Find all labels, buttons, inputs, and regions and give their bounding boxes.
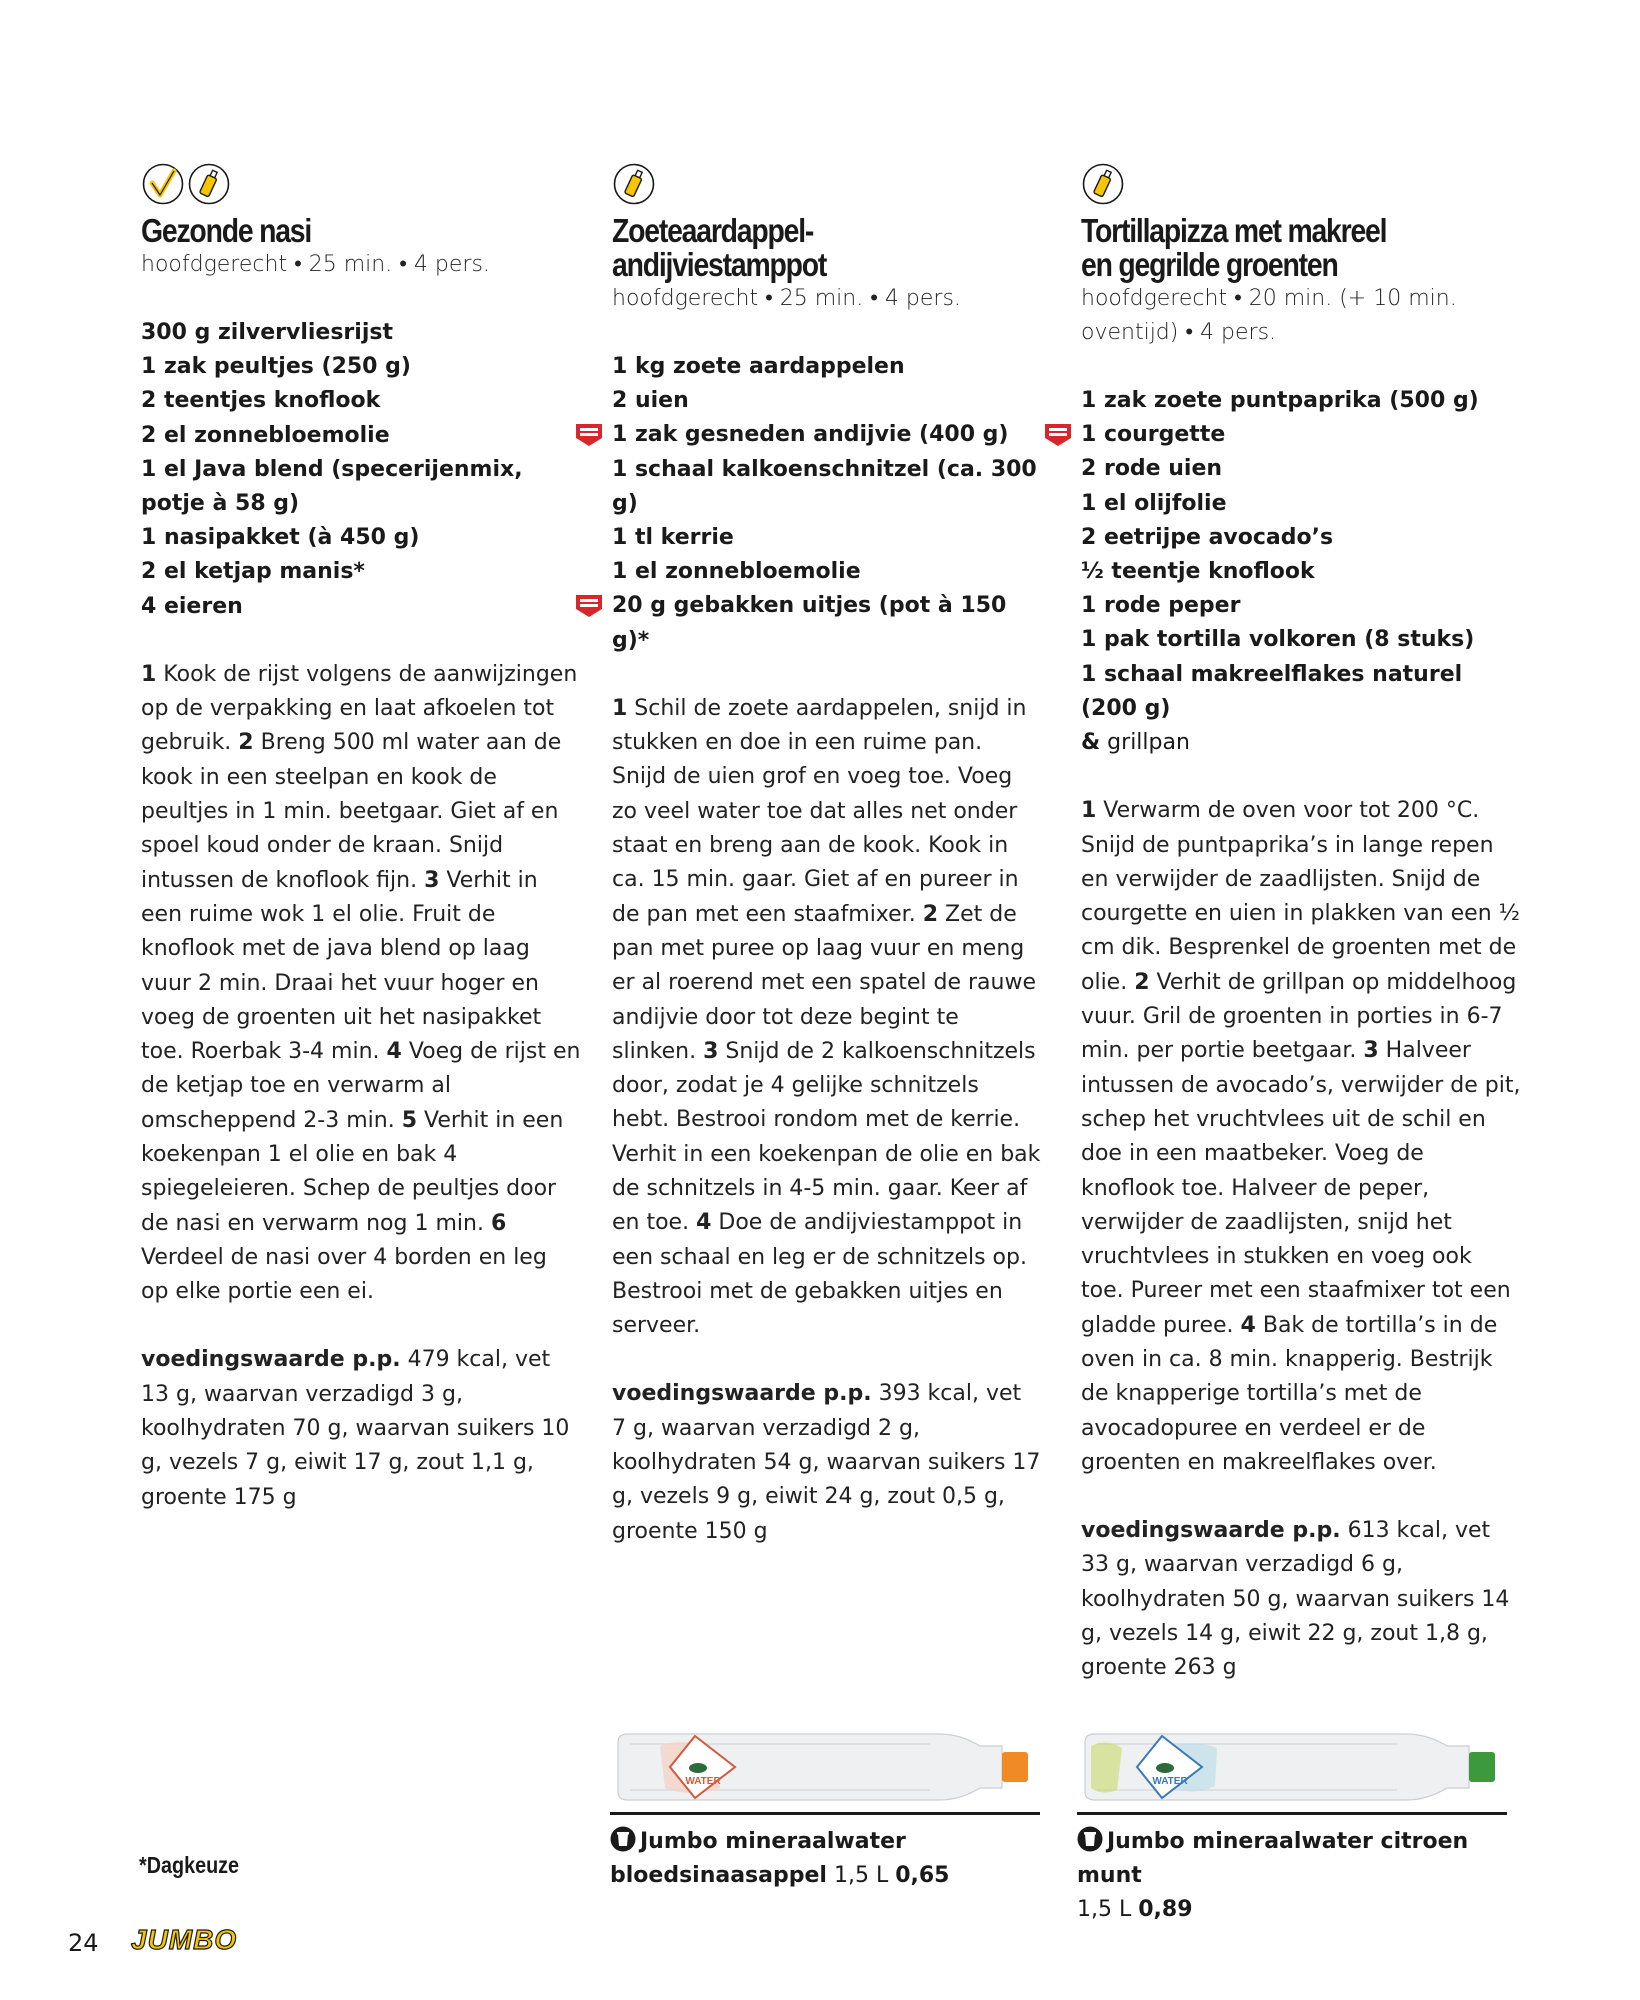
- step-text: Verhit in een ruime wok 1 el olie. Fruit de knoflook met de java blend op laag vuur 2 min. Draai het vuur hoger en voeg de groenten uit het nasipakket toe. Roerbak 3-4 min.: [141, 867, 542, 1065]
- bottle-icon: [187, 162, 231, 206]
- product-price: 0,65: [895, 1863, 950, 1888]
- recipe-tortillapizza: [1081, 158, 1521, 1686]
- dagkeuze-badge-icon: [574, 593, 604, 619]
- step-text: Bak de tortilla’s in de oven in ca. 8 min. knapperig. Bestrijk de knapperige tortilla’s met de avocadopuree en verdeel er de groenten en makreelflakes over.: [1081, 1312, 1498, 1475]
- product-size: 1,5 L: [1077, 1897, 1139, 1922]
- ingredient: [612, 418, 1042, 452]
- water-drop-icon: [610, 1826, 636, 1852]
- ingredient: 2 el zonnebloemolie: [141, 422, 390, 448]
- recipe-subtitle: hoofdgerecht • 25 min. • 4 pers.: [612, 286, 961, 311]
- dagkeuze-badge-icon: [574, 422, 604, 448]
- ingredient: 300 g zilvervliesrijst: [141, 320, 393, 345]
- product-citroen-munt: [1077, 1724, 1507, 1927]
- method-text: [612, 692, 1042, 1344]
- nutrition-info: [141, 1343, 581, 1514]
- ingredient: [1081, 418, 1521, 452]
- ingredient: 2 teentjes knoflook: [141, 388, 381, 414]
- nutrition-values: 479 kcal, vet 13 g, waarvan verzadigd 3 g, koolhydraten 70 g, waarvan suikers 10 g, vezels 7 g, eiwit 17 g, zout 1,1 g, groente 175 g: [141, 1347, 570, 1510]
- method-text: [1081, 794, 1521, 1480]
- recipe-title-line: Zoeteaardappel-: [612, 212, 814, 249]
- step-number: 1: [1081, 798, 1097, 824]
- step-text: Kook de rijst volgens de aanwijzingen op de verpakking en laat afkoelen tot gebruik.: [141, 661, 578, 756]
- ingredient: 1 pak tortilla volkoren (8 stuks): [1081, 627, 1475, 653]
- ingredient: 2 eetrijpe avocado’s: [1081, 524, 1334, 550]
- recipe-icons: [1081, 158, 1521, 210]
- ingredient-list: [612, 350, 1042, 658]
- step-text: Schil de zoete aardappelen, snijd in stukken en doe in een ruime pan. Snijd de uien grof en voeg toe. Voeg zo veel water toe dat alles net onder staat en breng aan de kook. Kook in ca. 15 min. gaar. Giet af en pureer in de pan met een staafmixer.: [612, 695, 1027, 927]
- water-bottle-image: [610, 1724, 1040, 1810]
- product-name-line1: Jumbo mineraalwater: [640, 1829, 906, 1854]
- step-number: 3: [1363, 1038, 1379, 1064]
- recipe-subtitle: hoofdgerecht • 20 min. (+ 10 min. oventijd) • 4 pers.: [1081, 286, 1457, 345]
- ingredient: 1 el Java blend (specerijenmix,: [141, 456, 523, 482]
- recipe-gezonde-nasi: [141, 158, 581, 1515]
- bottle-icon: [1081, 162, 1125, 206]
- step-text: Verdeel de nasi over 4 borden en leg op elke portie een ei.: [141, 1244, 547, 1305]
- recipe-title: [612, 214, 982, 282]
- recipe-title: Gezonde nasi: [141, 212, 312, 249]
- ingredient: [612, 589, 1042, 657]
- ingredient-list: [1081, 384, 1521, 760]
- ingredient: 2 rode uien: [1081, 456, 1223, 482]
- step-text: Doe de andijviestamppot in een schaal en leg er de schnitzels op. Bestrooi met de gebakken uitjes en serveer.: [612, 1210, 1027, 1339]
- recipe-title: [1081, 214, 1459, 282]
- recipe-title-line: andijviestamppot: [612, 246, 827, 283]
- ingredient: 2 el ketjap manis*: [141, 559, 365, 585]
- step-text: Halveer intussen de avocado’s, verwijder de pit, schep het vruchtvlees uit de schil en doe in een maatbeker. Voeg de knoflook toe. Halveer de peper, verwijder de zaadlijsten, snijd het vruchtvlees in stukken en voeg ook toe. Pureer met een staafmixer tot een gladde puree.: [1081, 1038, 1521, 1338]
- ingredient: 1 schaal kalkoenschnitzel (ca. 300 g): [612, 456, 1037, 516]
- product-name: [610, 1825, 1040, 1893]
- step-number: 4: [386, 1039, 402, 1065]
- step-number: 2: [238, 730, 254, 756]
- step-text: Verhit de grillpan op middelhoog vuur. Gril de groenten in porties in 6-7 min. per portie beetgaar.: [1081, 969, 1517, 1064]
- product-bloedsinaasappel: [610, 1724, 1040, 1893]
- ingredient: 1 tl kerrie: [612, 525, 734, 551]
- ingredient-text: 1 zak gesneden andijvie (400 g): [612, 422, 1009, 448]
- ingredient-list: [141, 316, 581, 624]
- product-name: [1077, 1825, 1507, 1927]
- product-price: 0,89: [1138, 1897, 1193, 1922]
- nutrition-label: voedingswaarde p.p.: [612, 1381, 872, 1407]
- step-number: 5: [401, 1107, 418, 1133]
- ingredient: ½ teentje knoflook: [1081, 559, 1315, 585]
- bottle-cap: [1469, 1752, 1495, 1782]
- recipe-icons: [141, 158, 581, 210]
- dagkeuze-badge-icon: [1043, 422, 1073, 448]
- recipe-title-line: en gegrilde groenten: [1081, 246, 1338, 283]
- nutrition-label: voedingswaarde p.p.: [141, 1347, 401, 1373]
- bottle-label-text: WATER: [685, 1776, 721, 1787]
- check-icon: [141, 162, 185, 206]
- step-number: 1: [141, 661, 157, 687]
- ingredient: 1 el zonnebloemolie: [612, 559, 861, 585]
- recipe-title-line: Tortillapizza met makreel: [1081, 212, 1387, 249]
- product-name-line1: Jumbo mineraalwater citroen munt: [1077, 1829, 1469, 1888]
- product-name-line2: bloedsinaasappel: [610, 1863, 827, 1888]
- ingredient: 1 zak zoete puntpaprika (500 g): [1081, 388, 1479, 413]
- product-size: 1,5 L: [826, 1863, 896, 1888]
- ingredient: 1 kg zoete aardappelen: [612, 354, 905, 379]
- nutrition-values: 613 kcal, vet 33 g, waarvan verzadigd 6 g, koolhydraten 50 g, waarvan suikers 14 g, vezels 14 g, eiwit 22 g, zout 1,8 g, groente 263 g: [1081, 1518, 1510, 1681]
- product-divider: [1077, 1812, 1507, 1815]
- footnote: *Dagkeuze: [139, 1852, 240, 1878]
- ingredient: 1 zak peultjes (250 g): [141, 354, 411, 380]
- ingredient-text: 1 courgette: [1081, 422, 1226, 448]
- water-drop-icon: [1077, 1826, 1103, 1852]
- step-text: Breng 500 ml water aan de kook in een steelpan en kook de peultjes in 1 min. beetgaar. Giet af en spoel koud onder de kraan. Snijd intussen de knoflook fijn.: [141, 730, 562, 893]
- recipe-icons: [612, 158, 1042, 210]
- step-number: 1: [612, 695, 628, 721]
- ingredient: (200 g): [1081, 695, 1171, 721]
- bottle-icon: [612, 162, 656, 206]
- step-number: 6: [490, 1210, 507, 1236]
- ingredient-text: 20 g gebakken uitjes (pot à 150 g)*: [612, 593, 1007, 653]
- recipe-andijviestamppot: [612, 158, 1042, 1549]
- recipe-subtitle: hoofdgerecht • 25 min. • 4 pers.: [141, 252, 490, 277]
- ingredient: 4 eieren: [141, 593, 243, 619]
- ingredient: potje à 58 g): [141, 491, 300, 517]
- equipment: [1081, 726, 1521, 760]
- step-text: Verhit in een koekenpan 1 el olie en bak 4 spiegeleieren. Schep de peultjes door de nasi en verwarm nog 1 min.: [141, 1107, 564, 1236]
- step-text: Verwarm de oven voor tot 200 °C. Snijd de puntpaprika’s in lange repen en verwijder de zaadlijsten. Snijd de courgette en uien in plakken van een ½ cm dik. Besprenkel de groenten met de olie.: [1081, 798, 1520, 995]
- step-text: Zet de pan met puree op laag vuur en meng er al roerend met een spatel de rauwe andijvie door tot deze begint te slinken.: [612, 901, 1036, 1064]
- step-text: Snijd de 2 kalkoenschnitzels door, zodat je 4 gelijke schnitzels hebt. Bestrooi rondom met de kerrie. Verhit in een koekenpan de olie en bak de schnitzels in 4-5 min. gaar. Keer af en toe.: [612, 1038, 1041, 1236]
- bottle-label-text: WATER: [1152, 1776, 1188, 1787]
- equipment-ampersand: &: [1081, 730, 1101, 756]
- step-number: 3: [703, 1038, 719, 1064]
- step-number: 4: [696, 1210, 712, 1236]
- step-number: 2: [922, 901, 939, 927]
- step-number: 4: [1240, 1312, 1256, 1338]
- ingredient: 1 nasipakket (à 450 g): [141, 525, 420, 551]
- method-text: [141, 658, 581, 1310]
- nutrition-info: [1081, 1514, 1521, 1685]
- ingredient: 1 rode peper: [1081, 593, 1241, 619]
- page-number: 24: [68, 1929, 99, 1957]
- ingredient: 2 uien: [612, 388, 689, 414]
- step-number: 3: [424, 867, 440, 893]
- nutrition-label: voedingswaarde p.p.: [1081, 1518, 1341, 1544]
- step-text: Voeg de rijst en de ketjap toe en verwarm al omscheppend 2-3 min.: [141, 1039, 581, 1133]
- bottle-cap: [1002, 1752, 1028, 1782]
- water-bottle-image: [1077, 1724, 1507, 1810]
- ingredient: 1 el olijfolie: [1081, 490, 1227, 516]
- jumbo-logo: JUMBO: [131, 1924, 238, 1955]
- ingredient: 1 schaal makreelflakes naturel: [1081, 661, 1463, 687]
- nutrition-values: 393 kcal, vet 7 g, waarvan verzadigd 2 g, koolhydraten 54 g, waarvan suikers 17 g, vezels 9 g, eiwit 24 g, zout 0,5 g, groente 150 g: [612, 1381, 1041, 1544]
- product-divider: [610, 1812, 1040, 1815]
- step-number: 2: [1134, 969, 1150, 995]
- nutrition-info: [612, 1377, 1042, 1548]
- equipment-text: grillpan: [1100, 730, 1190, 756]
